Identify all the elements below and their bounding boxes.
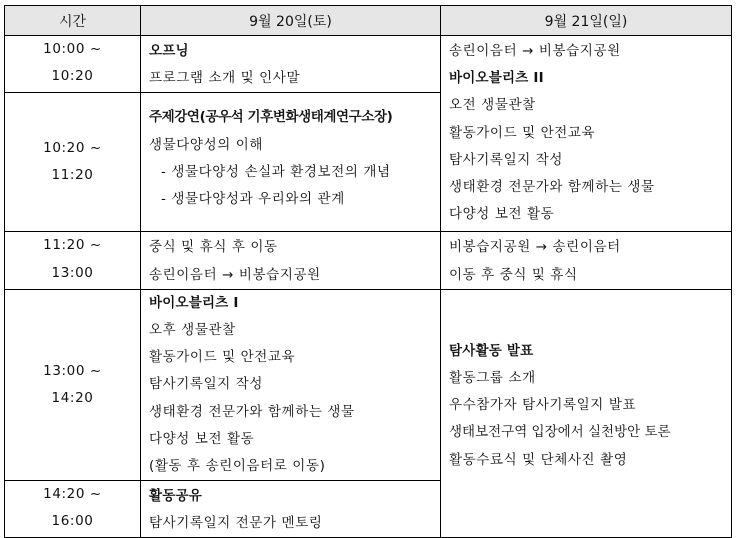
session-item: 생물다양성의 이해	[149, 136, 264, 153]
session-item: 활동그룹 소개	[449, 369, 536, 386]
session-item: 우수참가자 탐사기록일지 발표	[449, 397, 637, 414]
time-end: 16:00	[51, 513, 94, 530]
sat-cell	[141, 36, 441, 93]
time-cell	[5, 481, 141, 538]
time-end: 10:20	[51, 68, 94, 85]
session-item: 다양성 보전 활동	[149, 430, 255, 447]
sun-cell	[441, 289, 732, 538]
header-row	[5, 6, 732, 36]
sat-cell	[141, 232, 441, 289]
session-item: 탐사기록일지 전문가 멘토링	[149, 515, 323, 532]
table-row	[5, 289, 732, 480]
session-item: 송린이음터 → 비봉습지공원	[149, 266, 321, 283]
schedule-table	[4, 5, 732, 538]
header-sun: 9월 21일(일)	[441, 6, 732, 36]
session-item: 프로그램 소개 및 인사말	[149, 70, 301, 87]
session-item: 탐사기록일지 작성	[149, 376, 264, 393]
session-item: 오전 생물관찰	[449, 97, 536, 114]
session-item: 이동 후 중식 및 휴식	[449, 266, 578, 283]
session-title: 바이오블리츠 I	[149, 294, 239, 311]
session-item: - 생물다양성과 우리와의 관계	[161, 190, 345, 207]
session-item: 생태보전구역 입장에서 실천방안 토론	[449, 424, 671, 441]
session-item: 생태환경 전문가와 함께하는 생물	[449, 178, 655, 195]
time-start: 14:20 ~	[43, 486, 102, 503]
time-end: 11:20	[51, 167, 94, 184]
sat-cell	[141, 481, 441, 538]
time-start: 10:00 ~	[43, 41, 102, 57]
session-item: 오후 생물관찰	[149, 321, 236, 338]
sat-cell	[141, 93, 441, 232]
session-item: 중식 및 휴식 후 이동	[149, 239, 278, 256]
header-sat: 9월 20일(토)	[141, 6, 441, 36]
time-start: 11:20 ~	[43, 237, 102, 254]
time-cell	[5, 289, 141, 480]
session-title: 주제강연(공우석 기후변화생태계연구소장)	[149, 109, 393, 126]
session-item: 탐사기록일지 작성	[449, 151, 564, 168]
sun-cell	[441, 36, 732, 232]
header-time: 시간	[5, 6, 141, 36]
table-row	[5, 36, 732, 93]
session-title: 활동공유	[149, 488, 202, 505]
session-item: - 생물다양성 손실과 환경보전의 개념	[161, 163, 391, 180]
session-item: 생태환경 전문가와 함께하는 생물	[149, 403, 355, 420]
table-row	[5, 232, 732, 289]
time-cell	[5, 36, 141, 93]
session-item: 송린이음터 → 비봉습지공원	[449, 43, 621, 59]
sun-cell	[441, 232, 732, 289]
session-item: 활동수료식 및 단체사진 촬영	[449, 451, 628, 468]
time-start: 10:20 ~	[43, 140, 102, 157]
time-end: 14:20	[51, 389, 94, 406]
session-title: 바이오블리츠 II	[449, 70, 544, 87]
time-end: 13:00	[51, 264, 94, 281]
time-start: 13:00 ~	[43, 362, 102, 379]
session-item: 비봉습지공원 → 송린이음터	[449, 239, 621, 256]
session-title: 오프닝	[149, 43, 189, 59]
session-item: (활동 후 송린이음터로 이동)	[149, 457, 326, 474]
sat-cell	[141, 289, 441, 480]
time-cell	[5, 232, 141, 289]
session-item: 다양성 보전 활동	[449, 206, 555, 223]
session-title: 탐사활동 발표	[449, 342, 534, 359]
session-item: 활동가이드 및 안전교육	[149, 349, 296, 366]
time-cell	[5, 93, 141, 232]
session-item: 활동가이드 및 안전교육	[449, 124, 596, 141]
